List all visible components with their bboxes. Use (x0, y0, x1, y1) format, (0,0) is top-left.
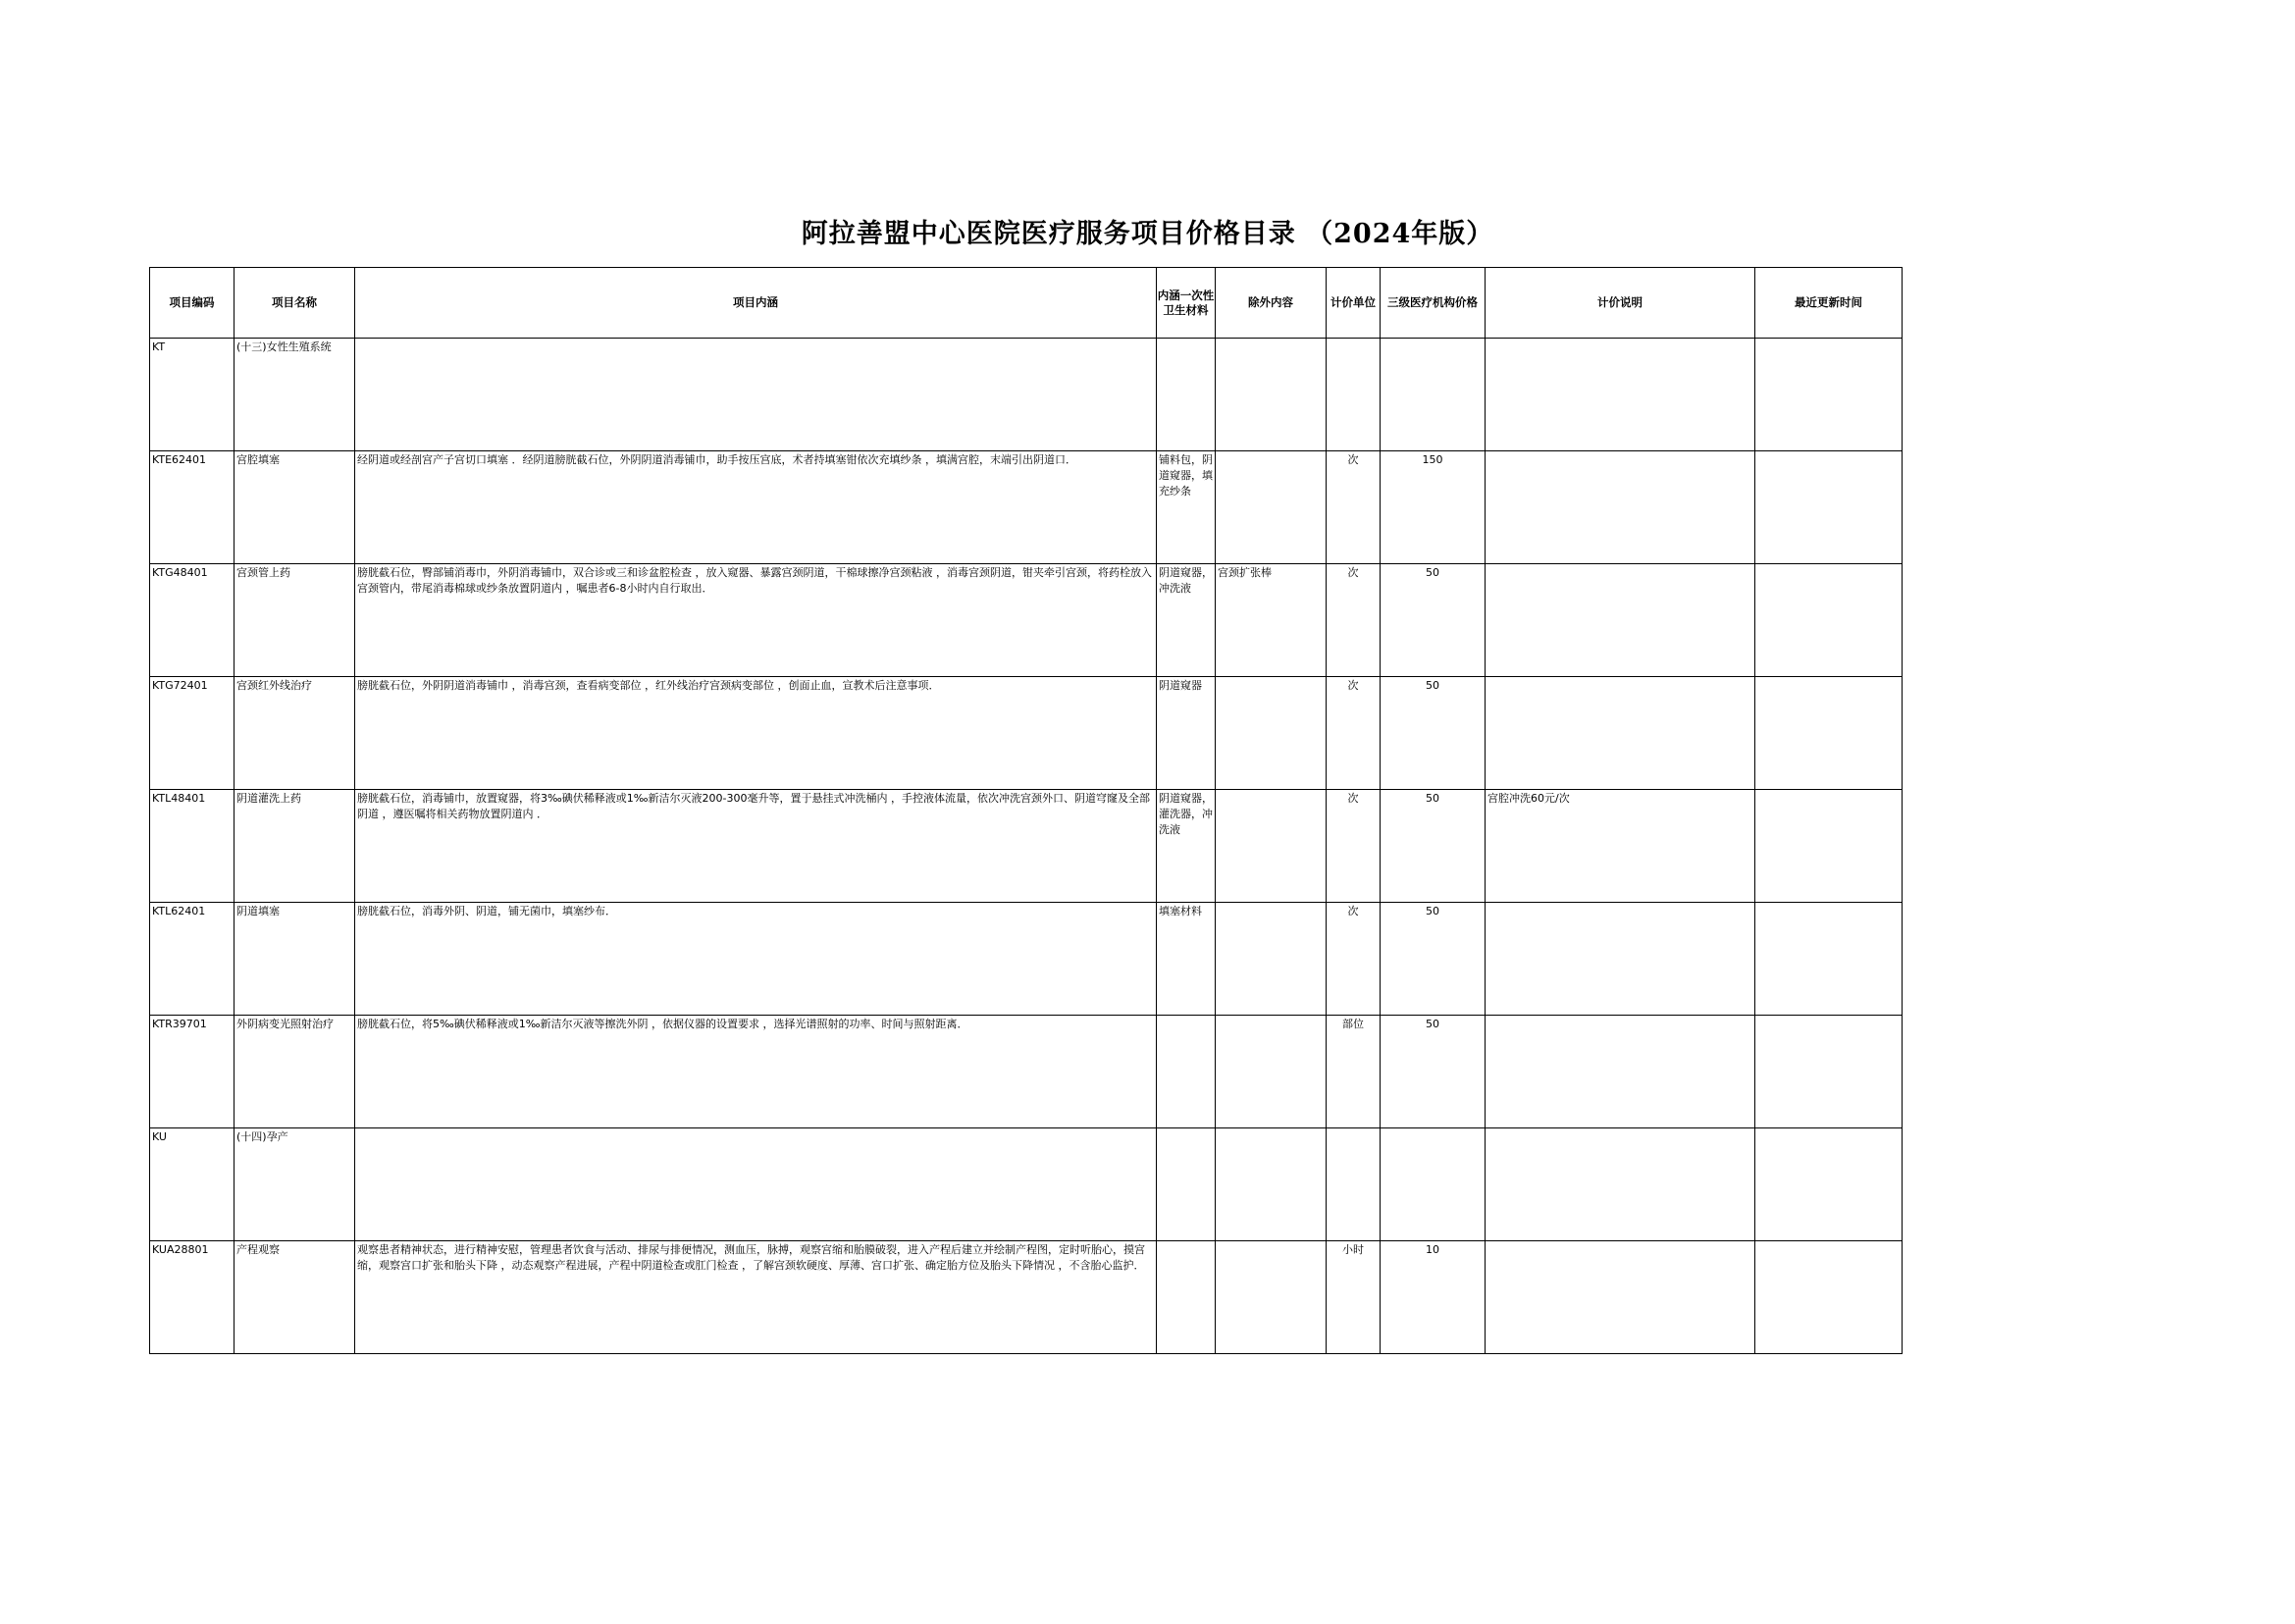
cell-content-text: 膀胱截石位，外阴阴道消毒铺巾 ，消毒宫颈，查看病变部位 ，红外线治疗宫颈病变部位 ，创面止血，宣教术后注意事项． (357, 679, 940, 692)
cell-material-text (1157, 1241, 1215, 1243)
table-row (150, 1128, 1903, 1241)
cell-material (1157, 1128, 1216, 1241)
cell-name-text: 阴道灌洗上药 (236, 792, 301, 805)
cell-unit (1327, 1128, 1381, 1241)
cell-note (1486, 903, 1755, 1016)
cell-price (1381, 564, 1486, 677)
cell-material-text (1157, 1128, 1215, 1130)
cell-content-text: 膀胱截石位，消毒铺巾，放置窥器，将3‰碘伏稀释液或1‰新洁尔灭液200-300毫升等，置于悬挂式冲洗桶内 ，手控液体流量，依次冲洗宫颈外口、阴道穹窿及全部阴道 ，遵医嘱将相关药物放置阴道内 ． (357, 792, 1150, 820)
cell-content (355, 903, 1157, 1016)
cell-material-text: 填塞材料 (1159, 905, 1202, 917)
cell-updated (1755, 339, 1903, 451)
table-header-row (150, 268, 1903, 339)
cell-content-text (355, 1128, 1156, 1130)
cell-material (1157, 903, 1216, 1016)
cell-material (1157, 677, 1216, 790)
header-material: 内涵一次性卫生材料 (1157, 268, 1216, 339)
header-unit: 计价单位 (1327, 268, 1381, 339)
cell-excluded (1216, 903, 1327, 1016)
header-note: 计价说明 (1486, 268, 1755, 339)
cell-price-text (1381, 339, 1485, 341)
cell-note-text (1486, 451, 1754, 453)
table-row (150, 677, 1903, 790)
cell-price (1381, 451, 1486, 564)
cell-name-text: 阴道填塞 (236, 905, 280, 917)
cell-unit (1327, 1016, 1381, 1128)
cell-content (355, 451, 1157, 564)
cell-note (1486, 1241, 1755, 1354)
cell-excluded-text (1216, 677, 1326, 679)
cell-updated-text (1755, 339, 1902, 341)
cell-price-text: 10 (1426, 1243, 1439, 1256)
cell-unit (1327, 790, 1381, 903)
cell-code (150, 339, 235, 451)
cell-unit-text (1327, 1128, 1380, 1130)
table-row (150, 1241, 1903, 1354)
cell-name (235, 790, 355, 903)
cell-content-text: 观察患者精神状态，进行精神安慰，管理患者饮食与活动、排尿与排便情况，测血压，脉搏，观察宫缩和胎膜破裂，进入产程后建立并绘制产程图，定时听胎心，摸宫缩，观察宫口扩张和胎头下降 ，动态观察产程进展，产程中阴道检查或肛门检查 ，了解宫颈软硬度、厚薄、宫口扩张、确定胎方位及胎头下降情况 ，不含胎心监护． (357, 1243, 1145, 1272)
cell-updated (1755, 677, 1903, 790)
cell-name-text: 宫颈管上药 (236, 566, 290, 579)
cell-excluded (1216, 451, 1327, 564)
cell-price (1381, 790, 1486, 903)
cell-code (150, 564, 235, 677)
cell-excluded-text (1216, 451, 1326, 453)
cell-material-text: 铺料包，阴道窥器，填充纱条 (1159, 453, 1213, 498)
cell-code-text: KTG72401 (152, 679, 208, 692)
cell-excluded (1216, 677, 1327, 790)
cell-note-text (1486, 1241, 1754, 1243)
cell-name-text: 宫腔填塞 (236, 453, 280, 466)
cell-material-text: 阴道窥器 (1159, 679, 1202, 692)
header-code: 项目编码 (150, 268, 235, 339)
cell-updated-text (1755, 1241, 1902, 1243)
cell-content (355, 564, 1157, 677)
cell-code-text: KTL48401 (152, 792, 206, 805)
cell-excluded-text (1216, 1128, 1326, 1130)
cell-name (235, 1016, 355, 1128)
cell-excluded (1216, 564, 1327, 677)
cell-unit (1327, 564, 1381, 677)
table-row (150, 903, 1903, 1016)
cell-note-text (1486, 677, 1754, 679)
header-price: 三级医疗机构价格 (1381, 268, 1486, 339)
cell-content-text: 膀胱截石位，臀部铺消毒巾，外阴消毒铺巾，双合诊或三和诊盆腔检查 ，放入窥器、暴露宫颈阴道，干棉球擦净宫颈粘液 ，消毒宫颈阴道，钳夹牵引宫颈，将药栓放入宫颈管内，带尾消毒棉球或纱条放置阴道内 ，嘱患者6-8小时内自行取出． (357, 566, 1152, 595)
cell-updated-text (1755, 451, 1902, 453)
price-table (149, 267, 1903, 1354)
cell-unit-text: 小时 (1342, 1243, 1364, 1256)
cell-updated-text (1755, 1016, 1902, 1018)
cell-excluded-text (1216, 339, 1326, 341)
cell-name (235, 903, 355, 1016)
cell-name (235, 1128, 355, 1241)
cell-name-text: (十四)孕产 (236, 1130, 288, 1143)
cell-updated (1755, 790, 1903, 903)
cell-content (355, 790, 1157, 903)
cell-material (1157, 564, 1216, 677)
cell-code (150, 1016, 235, 1128)
cell-price-text: 50 (1426, 905, 1439, 917)
cell-code-text: KTR39701 (152, 1018, 207, 1030)
cell-price (1381, 677, 1486, 790)
cell-note (1486, 451, 1755, 564)
table-row (150, 790, 1903, 903)
cell-name (235, 451, 355, 564)
cell-code (150, 790, 235, 903)
cell-name-text: (十三)女性生殖系统 (236, 341, 332, 353)
cell-excluded-text (1216, 903, 1326, 905)
cell-material (1157, 1241, 1216, 1354)
cell-code (150, 903, 235, 1016)
cell-note (1486, 1016, 1755, 1128)
cell-unit-text: 部位 (1342, 1018, 1364, 1030)
cell-note-text (1486, 1128, 1754, 1130)
cell-excluded-text: 宫颈扩张棒 (1218, 566, 1272, 579)
cell-price (1381, 1016, 1486, 1128)
cell-content-text: 膀胱截石位，将5‰碘伏稀释液或1‰新洁尔灭液等擦洗外阴 ，依据仪器的设置要求 ，选择光谱照射的功率、时间与照射距离． (357, 1018, 968, 1030)
cell-content (355, 1241, 1157, 1354)
table-row (150, 451, 1903, 564)
cell-material (1157, 790, 1216, 903)
cell-updated-text (1755, 1128, 1902, 1130)
cell-code-text: KTG48401 (152, 566, 208, 579)
cell-code-text: KTL62401 (152, 905, 206, 917)
cell-content (355, 677, 1157, 790)
cell-name (235, 339, 355, 451)
cell-code-text: KUA28801 (152, 1243, 209, 1256)
cell-note (1486, 564, 1755, 677)
cell-unit (1327, 1241, 1381, 1354)
cell-unit-text: 次 (1347, 679, 1359, 692)
cell-name-text: 外阴病变光照射治疗 (236, 1018, 334, 1030)
cell-material (1157, 339, 1216, 451)
cell-content-text (355, 339, 1156, 341)
cell-price (1381, 903, 1486, 1016)
page-title: 阿拉善盟中心医院医疗服务项目价格目录 （2024年版） (801, 219, 1494, 249)
cell-unit-text: 次 (1347, 905, 1359, 917)
cell-price (1381, 339, 1486, 451)
cell-code (150, 1241, 235, 1354)
cell-content-text: 经阴道或经剖宫产子宫切口填塞 ．经阴道膀胱截石位，外阴阴道消毒铺巾，助手按压宫底，术者持填塞钳依次充填纱条 ，填满宫腔，末端引出阴道口． (357, 453, 1076, 466)
cell-updated (1755, 564, 1903, 677)
header-name: 项目名称 (235, 268, 355, 339)
cell-updated (1755, 451, 1903, 564)
cell-material-text: 阴道窥器，灌洗器，冲洗液 (1159, 792, 1213, 836)
cell-note (1486, 339, 1755, 451)
cell-name (235, 677, 355, 790)
cell-unit-text (1327, 339, 1380, 341)
cell-name (235, 564, 355, 677)
cell-note (1486, 1128, 1755, 1241)
cell-unit-text: 次 (1347, 792, 1359, 805)
cell-price-text: 50 (1426, 679, 1439, 692)
cell-note-text: 宫腔冲洗60元/次 (1487, 792, 1570, 805)
cell-price-text: 50 (1426, 566, 1439, 579)
cell-unit (1327, 903, 1381, 1016)
cell-excluded (1216, 1241, 1327, 1354)
cell-material (1157, 1016, 1216, 1128)
cell-material (1157, 451, 1216, 564)
cell-unit (1327, 677, 1381, 790)
cell-updated-text (1755, 564, 1902, 566)
cell-code-text: KTE62401 (152, 453, 207, 466)
cell-updated (1755, 1241, 1903, 1354)
cell-excluded-text (1216, 1016, 1326, 1018)
cell-material-text: 阴道窥器，冲洗液 (1159, 566, 1213, 595)
cell-note-text (1486, 564, 1754, 566)
cell-price-text: 150 (1422, 453, 1443, 466)
cell-code-text: KT (152, 341, 166, 353)
cell-excluded-text (1216, 1241, 1326, 1243)
cell-unit (1327, 451, 1381, 564)
table-row (150, 1016, 1903, 1128)
cell-excluded (1216, 1128, 1327, 1241)
cell-price (1381, 1241, 1486, 1354)
cell-code-text: KU (152, 1130, 167, 1143)
table-row (150, 339, 1903, 451)
cell-updated-text (1755, 790, 1902, 792)
cell-code (150, 677, 235, 790)
cell-excluded (1216, 1016, 1327, 1128)
cell-updated (1755, 1128, 1903, 1241)
cell-updated-text (1755, 677, 1902, 679)
cell-material-text (1157, 1016, 1215, 1018)
header-content: 项目内涵 (355, 268, 1157, 339)
header-updated: 最近更新时间 (1755, 268, 1903, 339)
cell-price-text: 50 (1426, 792, 1439, 805)
cell-code (150, 1128, 235, 1241)
cell-content (355, 1016, 1157, 1128)
cell-content (355, 339, 1157, 451)
header-excluded: 除外内容 (1216, 268, 1327, 339)
cell-name-text: 宫颈红外线治疗 (236, 679, 312, 692)
cell-unit-text: 次 (1347, 566, 1359, 579)
cell-price (1381, 1128, 1486, 1241)
cell-excluded (1216, 790, 1327, 903)
cell-excluded-text (1216, 790, 1326, 792)
cell-updated (1755, 903, 1903, 1016)
cell-note-text (1486, 1016, 1754, 1018)
cell-material-text (1157, 339, 1215, 341)
cell-name (235, 1241, 355, 1354)
cell-unit (1327, 339, 1381, 451)
table-row (150, 564, 1903, 677)
cell-updated (1755, 1016, 1903, 1128)
cell-note-text (1486, 339, 1754, 341)
cell-code (150, 451, 235, 564)
cell-note (1486, 677, 1755, 790)
cell-note (1486, 790, 1755, 903)
cell-excluded (1216, 339, 1327, 451)
cell-name-text: 产程观察 (236, 1243, 280, 1256)
cell-updated-text (1755, 903, 1902, 905)
cell-unit-text: 次 (1347, 453, 1359, 466)
cell-price-text: 50 (1426, 1018, 1439, 1030)
cell-content (355, 1128, 1157, 1241)
cell-note-text (1486, 903, 1754, 905)
cell-price-text (1381, 1128, 1485, 1130)
cell-content-text: 膀胱截石位，消毒外阴、阴道，铺无菌巾，填塞纱布． (357, 905, 616, 917)
